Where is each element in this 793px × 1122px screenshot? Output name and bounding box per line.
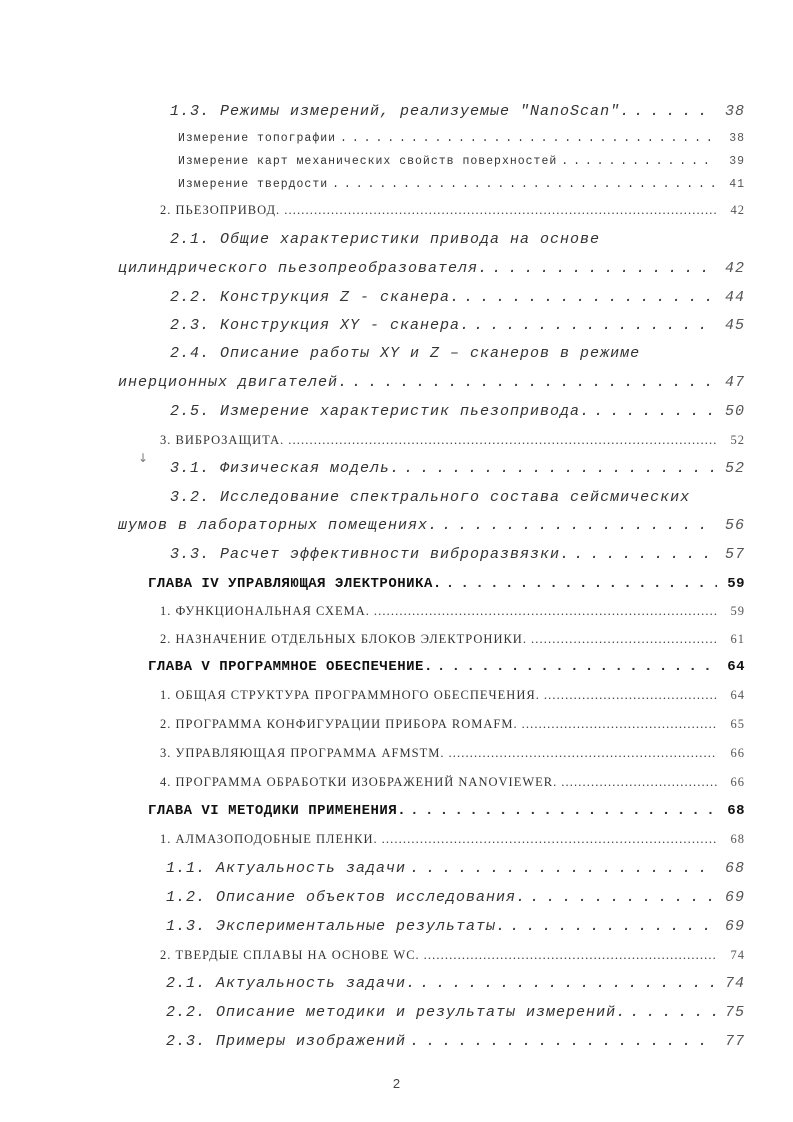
toc-leader	[634, 103, 717, 120]
toc-entry-title: 3.1. Физическая модель.	[170, 460, 401, 477]
toc-leader	[288, 433, 717, 448]
toc-leader	[404, 460, 717, 477]
toc-leader	[544, 688, 717, 703]
toc-entry-title: 1.1. Актуальность задачи	[166, 860, 407, 877]
toc-page-number: 64	[727, 659, 745, 675]
toc-entry-title: Измерение топографии	[178, 132, 337, 145]
toc-entry-title: 1. АЛМАЗОПОДОБНЫЕ ПЛЕНКИ.	[160, 832, 378, 846]
toc-entry	[160, 948, 745, 963]
toc-page-number: 50	[724, 403, 745, 420]
toc-entry-title: ГЛАВА IV УПРАВЛЯЮЩАЯ ЭЛЕКТРОНИКА.	[148, 576, 442, 592]
toc-leader	[561, 155, 717, 168]
toc-entry	[166, 918, 745, 935]
toc-entry-title: цилиндрического пьезопреобразователя.	[118, 260, 489, 277]
toc-page-number: 66	[730, 775, 745, 789]
toc-entry	[160, 203, 745, 218]
toc-leader	[492, 260, 717, 277]
toc-entry-title: 1.3. Экспериментальные результаты.	[166, 918, 507, 935]
toc-entry	[170, 317, 745, 334]
toc-entry-title: 2.1. Актуальность задачи.	[166, 975, 417, 992]
toc-leader	[531, 632, 717, 647]
toc-page-number: 69	[724, 889, 745, 906]
toc-entry-first-line: 2.4. Описание работы XY и Z – сканеров в режиме	[170, 345, 641, 362]
toc-entry	[160, 775, 745, 790]
toc-leader	[574, 546, 717, 563]
toc-page-number: 68	[727, 803, 745, 819]
toc-entry	[160, 717, 745, 732]
toc-entry	[170, 103, 745, 120]
toc-leader	[374, 604, 717, 619]
toc-leader	[420, 975, 717, 992]
toc-entry	[160, 632, 745, 647]
toc-entry	[160, 688, 745, 703]
toc-entry-title: 3.3. Расчет эффективности виброразвязки.	[170, 546, 571, 563]
toc-entry	[178, 132, 745, 145]
toc-entry	[166, 889, 745, 906]
toc-page-number: 69	[724, 918, 745, 935]
toc-entry-title: 1.3. Режимы измерений, реализуемые "NanoScan".	[170, 103, 631, 120]
toc-entry-title: 2.2. Конструкция Z - сканера.	[170, 289, 461, 306]
toc-entry	[160, 832, 745, 847]
toc-entry	[170, 289, 745, 306]
toc-entry	[166, 975, 745, 992]
toc-leader	[284, 203, 717, 218]
toc-entry-title: 2. ТВЕРДЫЕ СПЛАВЫ НА ОСНОВЕ WC.	[160, 948, 420, 962]
toc-page-number: 74	[730, 948, 745, 962]
toc-entry-title: 2.3. Конструкция XY - сканера.	[170, 317, 471, 334]
toc-entry-title: 2.2. Описание методики и результаты измерений.	[166, 1004, 627, 1021]
toc-leader	[442, 517, 717, 534]
toc-entry	[166, 1004, 745, 1021]
toc-page-number: 38	[729, 132, 745, 145]
toc-page-number: 41	[729, 178, 745, 191]
toc-page-number: 77	[724, 1033, 745, 1050]
toc-leader	[464, 289, 717, 306]
toc-entry-first-line: 2.1. Общие характеристики привода на основе	[170, 231, 601, 248]
toc-page-number: 59	[730, 604, 745, 618]
toc-entry	[160, 604, 745, 619]
toc-leader	[424, 948, 717, 963]
toc-page-number: 56	[724, 517, 745, 534]
toc-leader	[510, 918, 717, 935]
toc-leader	[352, 374, 717, 391]
toc-page-number: 68	[730, 832, 745, 846]
toc-entry-title: Измерение карт механических свойств поверхностей	[178, 155, 558, 168]
toc-leader	[530, 889, 717, 906]
toc-leader	[382, 832, 717, 847]
toc-entry	[118, 374, 745, 391]
toc-page-number: 64	[730, 688, 745, 702]
toc-entry-title: ГЛАВА VI МЕТОДИКИ ПРИМЕНЕНИЯ.	[148, 803, 407, 819]
toc-leader	[474, 317, 717, 334]
toc-page-number: 52	[724, 460, 745, 477]
toc-page-number: 45	[724, 317, 745, 334]
toc-entry-first-line: 3.2. Исследование спектрального состава сейсмических	[170, 489, 691, 506]
toc-entry-title: 1. ФУНКЦИОНАЛЬНАЯ СХЕМА.	[160, 604, 370, 618]
toc-page-number: 47	[724, 374, 745, 391]
toc-chapter-entry	[148, 659, 745, 675]
toc-entry-title: 2.3. Примеры изображений	[166, 1033, 407, 1050]
toc-page-number: 39	[729, 155, 745, 168]
toc-page-number: 66	[730, 746, 745, 760]
toc-chapter-entry	[148, 803, 745, 819]
toc-page-number: 75	[724, 1004, 745, 1021]
toc-page-number: 68	[724, 860, 745, 877]
toc-entry-title: 3. УПРАВЛЯЮЩАЯ ПРОГРАММА AFMSTM.	[160, 746, 445, 760]
toc-entry-title: Измерение твердости	[178, 178, 329, 191]
toc-page-number: 44	[724, 289, 745, 306]
toc-page-number: 65	[730, 717, 745, 731]
toc-chapter-entry	[148, 576, 745, 592]
toc-entry	[170, 460, 745, 477]
toc-entry	[118, 260, 745, 277]
toc-leader	[561, 775, 717, 790]
toc-entry-title: 4. ПРОГРАММА ОБРАБОТКИ ИЗОБРАЖЕНИЙ NANOVIEWER.	[160, 775, 558, 789]
toc-entry-title: 2. ПРОГРАММА КОНФИГУРАЦИИ ПРИБОРА ROMAFM.	[160, 717, 518, 731]
toc-entry	[160, 746, 745, 761]
toc-leader	[410, 860, 717, 877]
scan-mark: ↓	[138, 451, 149, 465]
toc-entry	[118, 517, 745, 534]
toc-entry	[166, 860, 745, 877]
toc-page-number: 42	[724, 260, 745, 277]
toc-entry-title: 1. ОБЩАЯ СТРУКТУРА ПРОГРАММНОГО ОБЕСПЕЧЕНИЯ.	[160, 688, 540, 702]
toc-entry	[178, 178, 745, 191]
toc-entry-title: 1.2. Описание объектов исследования.	[166, 889, 527, 906]
page-number: 2	[392, 1076, 401, 1091]
toc-entry-title: 2. НАЗНАЧЕНИЕ ОТДЕЛЬНЫХ БЛОКОВ ЭЛЕКТРОНИКИ.	[160, 632, 527, 646]
toc-leader	[437, 659, 717, 675]
toc-page-number: 61	[730, 632, 745, 646]
toc-leader	[410, 803, 717, 819]
toc-page-number: 74	[724, 975, 745, 992]
toc-entry-title: инерционных двигателей.	[118, 374, 349, 391]
toc-entry-title: шумов в лабораторных помещениях.	[118, 517, 439, 534]
toc-entry-title: 3. ВИБРОЗАЩИТА.	[160, 433, 285, 447]
toc-entry	[178, 155, 745, 168]
toc-entry-title: ГЛАВА V ПРОГРАММНОЕ ОБЕСПЕЧЕНИЕ.	[148, 659, 433, 675]
toc-page-number: 38	[724, 103, 745, 120]
toc-page-number: 59	[727, 576, 745, 592]
toc-leader	[522, 717, 717, 732]
toc-leader	[448, 746, 717, 761]
toc-leader	[594, 403, 717, 420]
toc-leader	[340, 132, 717, 145]
toc-page-number: 52	[730, 433, 745, 447]
toc-leader	[332, 178, 717, 191]
toc-leader	[446, 576, 717, 592]
toc-entry	[170, 546, 745, 563]
toc-entry-title: 2. ПЬЕЗОПРИВОД.	[160, 203, 281, 217]
toc-page-number: 57	[724, 546, 745, 563]
toc-entry	[170, 403, 745, 420]
toc-entry	[160, 433, 745, 448]
toc-entry	[166, 1033, 745, 1050]
toc-page-number: 42	[730, 203, 745, 217]
toc-entry-title: 2.5. Измерение характеристик пьезопривода.	[170, 403, 591, 420]
toc-leader	[410, 1033, 717, 1050]
toc-leader	[630, 1004, 717, 1021]
